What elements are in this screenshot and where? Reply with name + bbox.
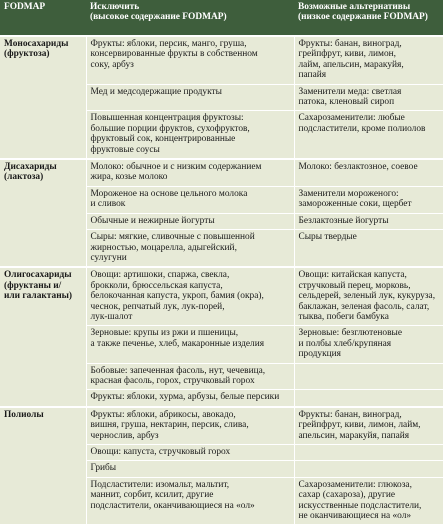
exclude-cell: Зерновые: крупы из ржи и пшеницы, а также печенье, хлеб, макаронные изделия — [86, 326, 294, 363]
exclude-cell: Овощи: артишоки, спаржа, свекла, брокколи, брюссельская капуста, белокочанная капуста, укроп, бамия (окра), чеснок, репчатый лук, лук-порей, лук-шалот — [86, 267, 294, 326]
exclude-cell: Бобовые: запеченная фасоль, нут, чечевица, красная фасоль, горох, стручковый горох — [86, 363, 294, 390]
exclude-cell: Обычные и нежирные йогурты — [86, 213, 294, 229]
category-disaccharides: Дисахариды (лактоза) — [0, 159, 86, 267]
exclude-cell: Фрукты: яблоки, абрикосы, авокадо, вишня, груша, нектарин, персик, слива, чернослив, арбуз — [86, 407, 294, 445]
table-row — [0, 159, 443, 186]
exclude-cell: Грибы — [86, 461, 294, 477]
exclude-cell: Молоко: обычное и с низким содержанием жира, козье молоко — [86, 159, 294, 186]
exclude-cell: Подсластители: изомальт, мальтит, маннит, сорбит, ксилит, другие подсластители, оканчивающиеся на «ол» — [86, 477, 294, 524]
category-polyols: Полиолы — [0, 407, 86, 524]
alternative-cell: Овощи: китайская капуста, стручковый перец, морковь, сельдерей, зеленый лук, кукуруза, баклажан, зеленая фасоль, салат, тыква, побеги бамбука — [294, 267, 443, 326]
alternative-cell: Сахарозаменители: любые подсластители, кроме полиолов — [294, 111, 443, 159]
alternative-cell: Сахарозаменители: глюкоза, сахар (сахароза), другие искусственные подсластители, не оканчивающиеся на «ол» — [294, 477, 443, 524]
exclude-cell: Фрукты: яблоки, хурма, арбузы, белые персики — [86, 390, 294, 407]
exclude-cell: Фрукты: яблоки, персик, манго, груша, консервированные фрукты в собственном соку, арбуз — [86, 36, 294, 84]
exclude-cell: Мороженое на основе цельного молока и сливок — [86, 186, 294, 213]
exclude-cell: Мед и медсодержащие продукты — [86, 84, 294, 111]
exclude-cell: Повышенная концентрация фруктозы: большие порции фруктов, сухофруктов, фруктовый сок, концентрированные фруктовые соусы — [86, 111, 294, 159]
category-monosaccharides: Моносахариды (фруктоза) — [0, 36, 86, 159]
table-row — [0, 267, 443, 326]
alternative-cell — [294, 461, 443, 477]
alternative-cell — [294, 445, 443, 461]
table-row — [0, 36, 443, 84]
header-fodmap: FODMAP — [0, 0, 86, 36]
header-alternatives: Возможные альтернативы (низкое содержание FODMAP) — [294, 0, 443, 36]
alternative-cell — [294, 363, 443, 390]
alternative-cell: Зерновые: безглютеновые и полбы хлеб/крупяная продукция — [294, 326, 443, 363]
alternative-cell — [294, 390, 443, 407]
alternative-cell: Фрукты: банан, виноград, грейпфрут, киви, лимон, лайм, апельсин, маракуйя, папайя — [294, 36, 443, 84]
alternative-cell: Заменители меда: светлая патока, кленовый сироп — [294, 84, 443, 111]
table-row — [0, 407, 443, 445]
alternative-cell: Безлактозные йогурты — [294, 213, 443, 229]
table-header — [0, 0, 443, 36]
alternative-cell: Заменители мороженого: замороженные соки, щербет — [294, 186, 443, 213]
alternative-cell: Фрукты: банан, виноград, грейпфрут, киви, лимон, лайм, апельсин, маракуйя, папайя — [294, 407, 443, 445]
header-exclude: Исключить (высокое содержание FODMAP) — [86, 0, 294, 36]
alternative-cell: Сыры твердые — [294, 230, 443, 268]
exclude-cell: Овощи: капуста, стручковый горох — [86, 445, 294, 461]
category-oligosaccharides: Олигосахариды (фруктаны и/ или галактаны) — [0, 267, 86, 406]
exclude-cell: Сыры: мягкие, сливочные с повышенной жирностью, моцарелла, адыгейский, сулугуни — [86, 230, 294, 268]
alternative-cell: Молоко: безлактозное, соевое — [294, 159, 443, 186]
table-body — [0, 36, 443, 524]
